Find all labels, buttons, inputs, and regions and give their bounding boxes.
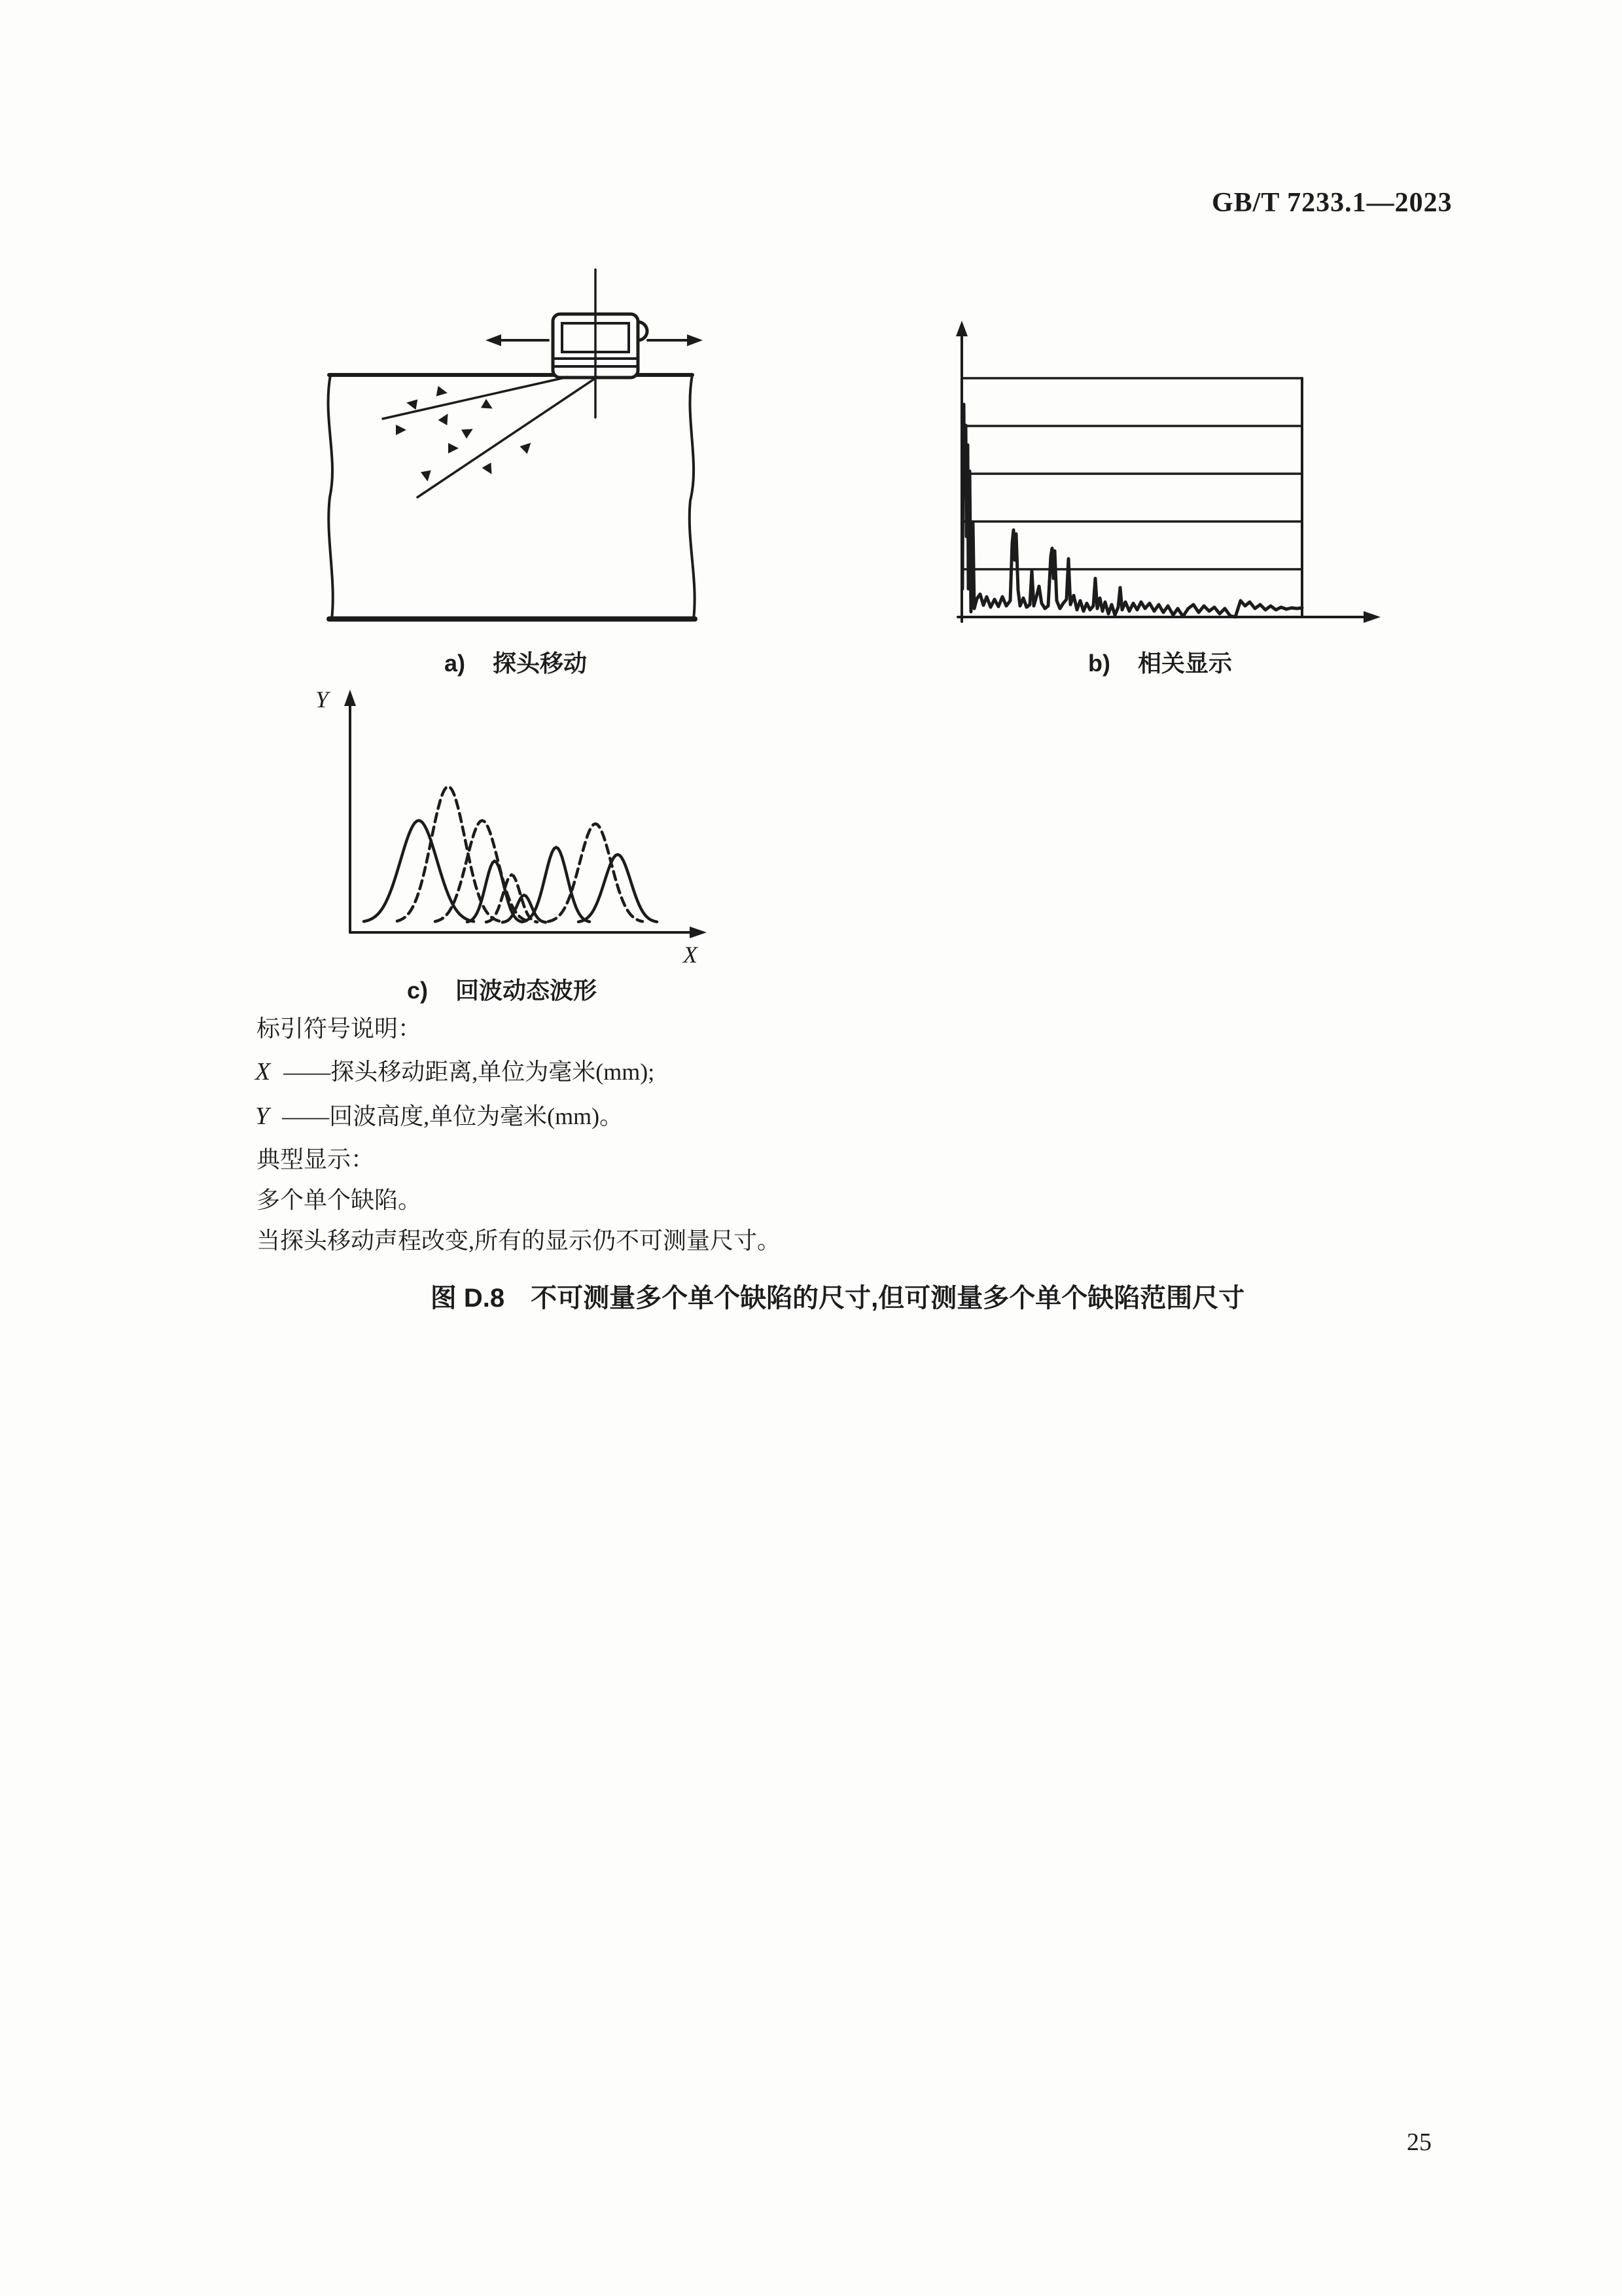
defect-marker: [438, 411, 453, 425]
defect-marker: [481, 399, 495, 414]
caption-sub-a: [401, 645, 630, 679]
block-left-wavy-edge: [328, 375, 333, 619]
defect-marker: [448, 443, 459, 453]
probe-icon: [553, 270, 647, 417]
page-number: 25: [1407, 2128, 1432, 2156]
legend-y-desc: ——回波高度,单位为毫米(mm)。: [282, 1103, 624, 1129]
defect-marker: [406, 398, 418, 410]
caption-a-title: 探头移动: [493, 650, 588, 677]
caption-a-label: a): [444, 650, 465, 677]
figure-caption: 图 D.8 不可测量多个单个缺陷的尺寸,但可测量多个单个缺陷范围尺寸: [430, 1284, 1245, 1313]
echo-curve: [364, 821, 474, 921]
legend-title: 标引符号说明：: [256, 1016, 422, 1042]
legend-y-symbol: Y: [255, 1103, 270, 1130]
legend-x-line: [255, 1059, 654, 1085]
caption-sub-c: [387, 972, 616, 1006]
caption-b-title: 相关显示: [1137, 650, 1232, 677]
caption-sub-b: [1046, 645, 1275, 679]
caption-b-label: b): [1088, 650, 1110, 677]
defect-marker: [396, 425, 406, 435]
legend-x-desc: ——探头移动距离,单位为毫米(mm);: [283, 1059, 655, 1085]
test-block-outline: [328, 375, 695, 619]
figure-d8-diagrams: [0, 0, 1622, 1047]
echo-y-axis-label: Y: [315, 686, 329, 713]
ascan-axes: [956, 321, 1381, 623]
defect-marker: [436, 386, 449, 398]
ascan-signal-trace: [962, 404, 1302, 617]
defect-marker: [461, 425, 476, 439]
typical-display-line2: 当探头移动声程改变,所有的显示仍不可测量尺寸。: [256, 1227, 781, 1254]
echo-bell-curves: [364, 786, 657, 923]
caption-c-title: 回波动态波形: [455, 977, 597, 1004]
echo-curve: [397, 786, 499, 921]
standard-number: GB/T 7233.1—2023: [1212, 188, 1453, 218]
defect-marker: [482, 463, 497, 477]
caption-c-label: c): [406, 977, 428, 1004]
echo-x-axis-label: X: [683, 942, 697, 968]
defect-marker: [421, 470, 433, 483]
typical-display-title: 典型显示：: [256, 1146, 375, 1173]
defect-marker: [520, 439, 535, 454]
legend-x-symbol: X: [255, 1058, 271, 1086]
typical-display-line1: 多个单个缺陷。: [256, 1187, 422, 1213]
block-right-wavy-edge: [690, 375, 695, 619]
legend-y-line: [255, 1103, 623, 1129]
echo-axes: [344, 690, 707, 938]
beam-spread-lines: [383, 377, 597, 497]
